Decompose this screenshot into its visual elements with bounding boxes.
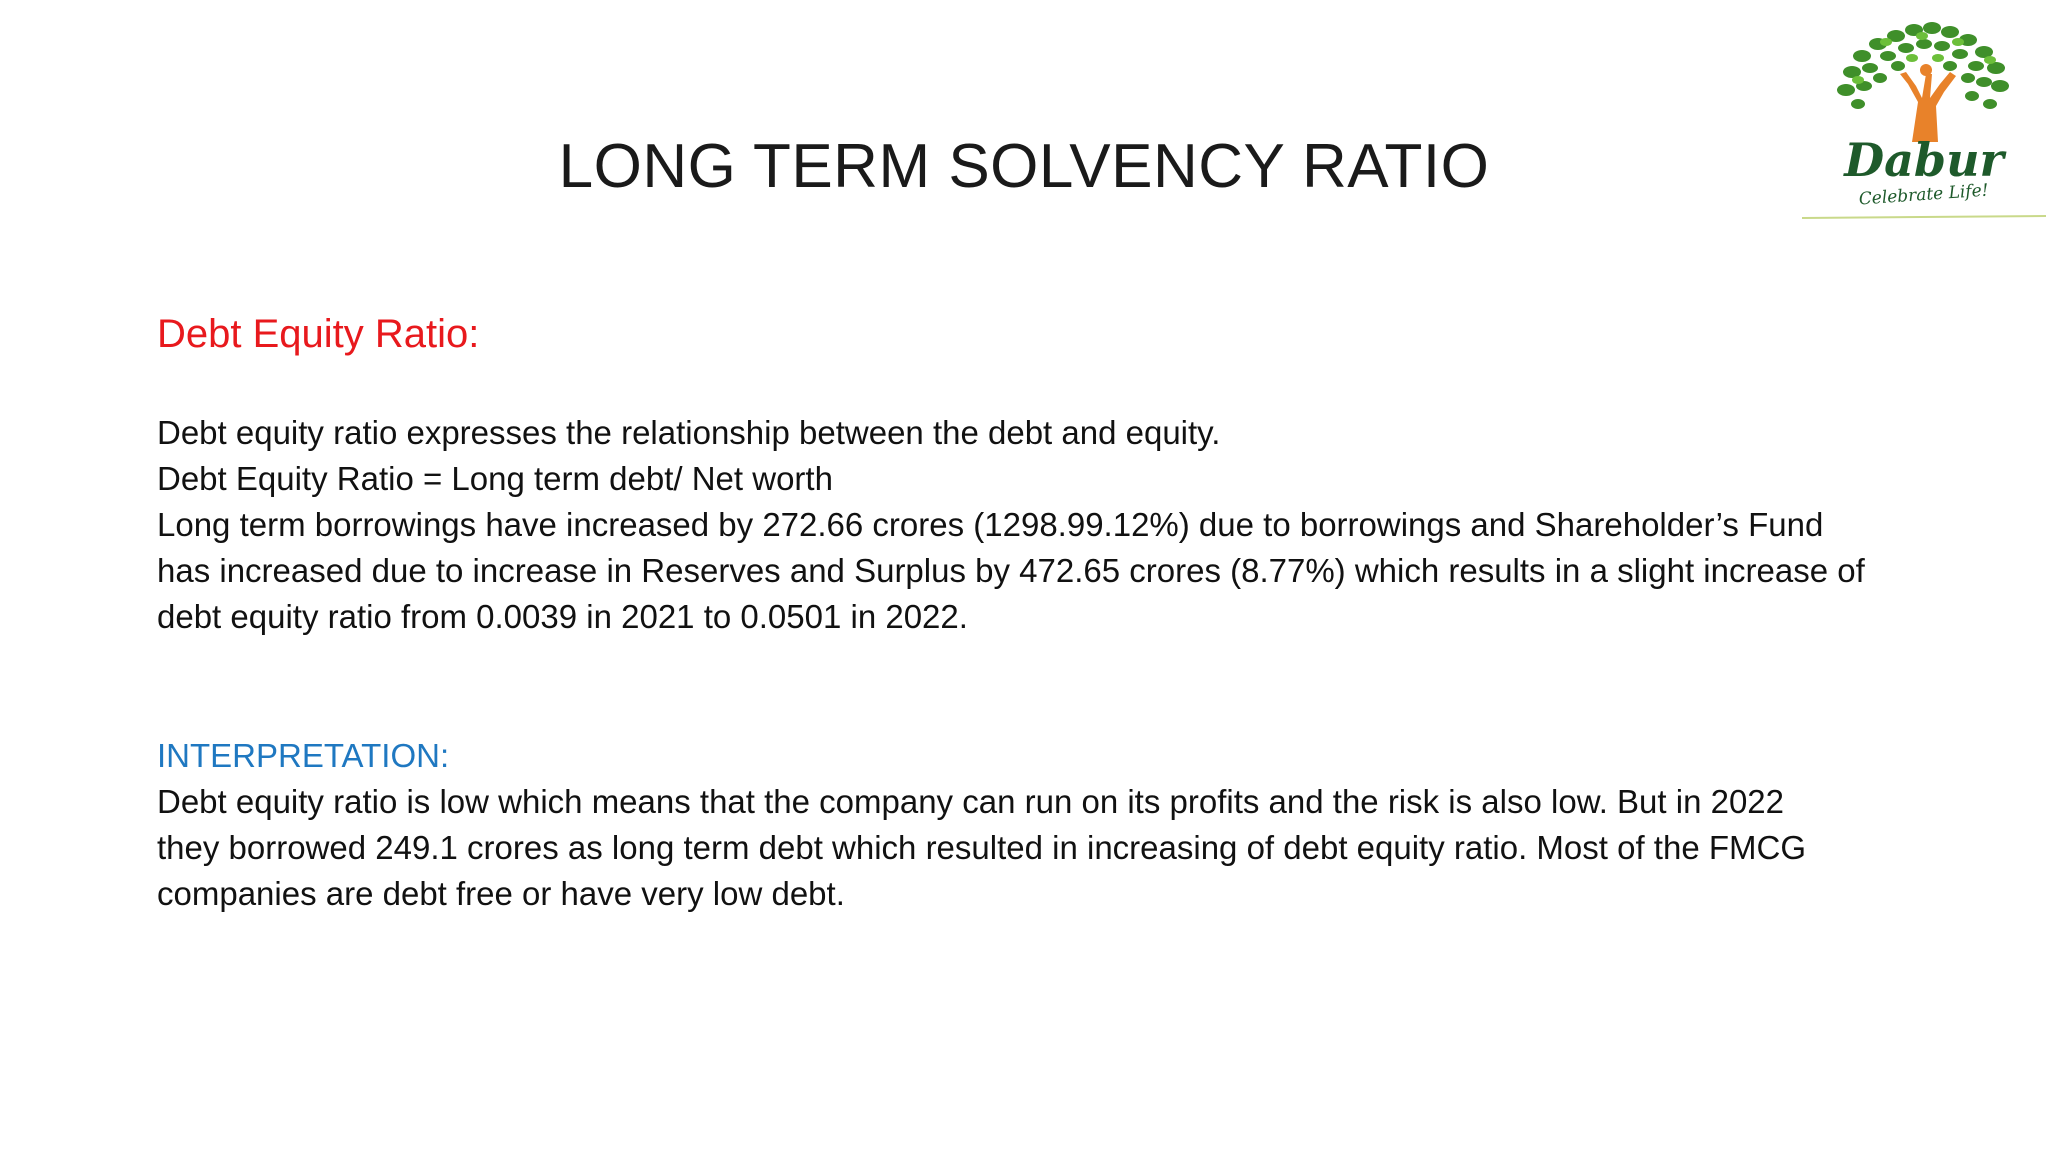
interpretation-paragraph xyxy=(157,779,1957,917)
body-line: debt equity ratio from 0.0039 in 2021 to 0.0501 in 2022. xyxy=(157,598,968,635)
interpretation-line: companies are debt free or have very low debt. xyxy=(157,875,845,912)
logo-brand-text: Dabur xyxy=(1844,133,2004,187)
body-line: Long term borrowings have increased by 272.66 crores (1298.99.12%) due to borrowings and Shareholder’s Fund xyxy=(157,506,1824,543)
section-heading: Debt Equity Ratio: xyxy=(157,312,480,356)
body-line: Debt Equity Ratio = Long term debt/ Net worth xyxy=(157,460,833,497)
interpretation-heading: INTERPRETATION: xyxy=(157,737,450,774)
logo-tagline-text: Celebrate Life! xyxy=(1858,180,1990,210)
body-paragraph xyxy=(157,410,1957,640)
body-line: Debt equity ratio expresses the relationship between the debt and equity. xyxy=(157,414,1221,451)
interpretation-line: Debt equity ratio is low which means that the company can run on its profits and the risk is also low. But in 2022 xyxy=(157,783,1785,820)
slide-title: LONG TERM SOLVENCY RATIO xyxy=(558,132,1490,201)
body-line: has increased due to increase in Reserves and Surplus by 472.65 crores (8.77%) which results in a slight increase of xyxy=(157,552,1865,589)
interpretation-line: they borrowed 249.1 crores as long term debt which resulted in increasing of debt equity ratio. Most of the FMCG xyxy=(157,829,1806,866)
logo-underline xyxy=(1802,216,2046,218)
